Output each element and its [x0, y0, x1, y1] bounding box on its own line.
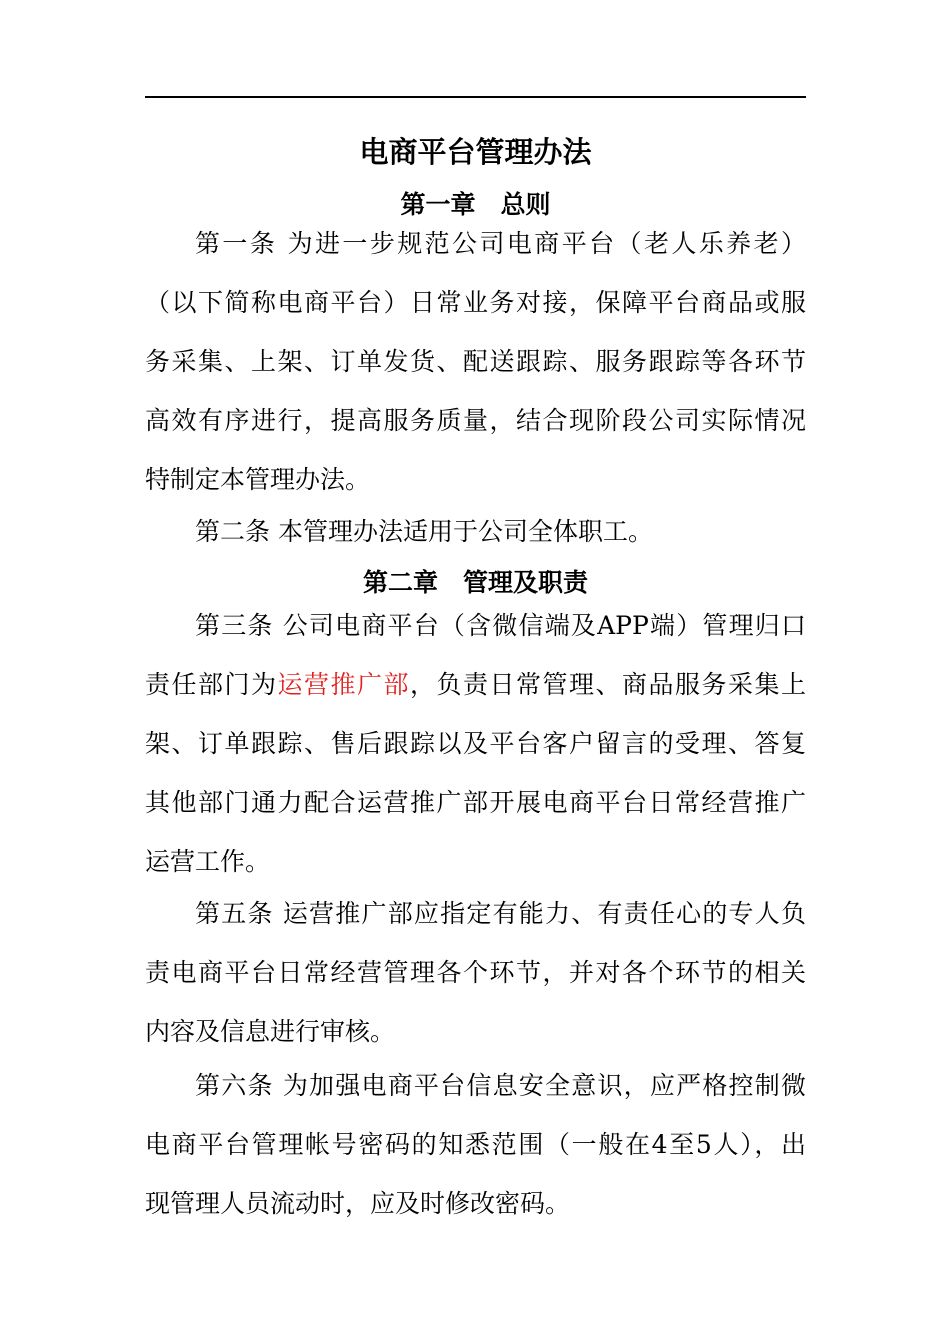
- article-line: 其他部门通力配合运营推广部开展电商平台日常经营推广: [145, 788, 806, 817]
- article-line: （以下简称电商平台）日常业务对接，保障平台商品或服: [145, 288, 806, 317]
- article-line: 高效有序进行，提高服务质量，结合现阶段公司实际情况: [145, 406, 806, 435]
- responsible-department-highlight: 运营推广部: [277, 670, 410, 699]
- article-line: 电商平台管理帐号密码的知悉范围（一般在4至5人），出: [145, 1130, 806, 1159]
- document-title: 电商平台管理办法: [359, 135, 592, 169]
- article-line: 责电商平台日常经营管理各个环节，并对各个环节的相关: [145, 958, 806, 987]
- chapter-heading-1: 第一章 总则: [400, 190, 551, 219]
- article-line: 架、订单跟踪、售后跟踪以及平台客户留言的受理、答复: [145, 729, 806, 758]
- article-1: [145, 214, 806, 509]
- article-line: 特制定本管理办法。: [145, 465, 371, 494]
- article-line-with-highlight: [145, 655, 806, 714]
- header-rule: [145, 96, 806, 98]
- article-line: 现管理人员流动时，应及时修改密码。: [145, 1189, 571, 1218]
- article-line: 第五条 运营推广部应指定有能力、有责任心的专人负: [195, 899, 806, 928]
- article-2: [145, 502, 806, 561]
- article-line-segment: 责任部门为: [145, 670, 278, 699]
- article-6: [145, 1056, 806, 1233]
- article-line-segment: ，负责日常管理、商品服务采集上: [410, 670, 806, 699]
- article-line: 内容及信息进行审核。: [145, 1017, 396, 1046]
- article-line: 第六条 为加强电商平台信息安全意识，应严格控制微: [195, 1071, 806, 1100]
- chapter-heading-2: 第二章 管理及职责: [362, 568, 588, 597]
- article-line: 务采集、上架、订单发货、配送跟踪、服务跟踪等各环节: [145, 347, 806, 376]
- article-line: 第三条 公司电商平台（含微信端及APP端）管理归口: [195, 611, 806, 640]
- article-3: [145, 596, 806, 891]
- article-5: [145, 884, 806, 1061]
- article-line: 运营工作。: [145, 847, 271, 876]
- article-line: 第一条 为进一步规范公司电商平台（老人乐养老）: [195, 229, 806, 258]
- article-line: 第二条 本管理办法适用于公司全体职工。: [195, 517, 653, 546]
